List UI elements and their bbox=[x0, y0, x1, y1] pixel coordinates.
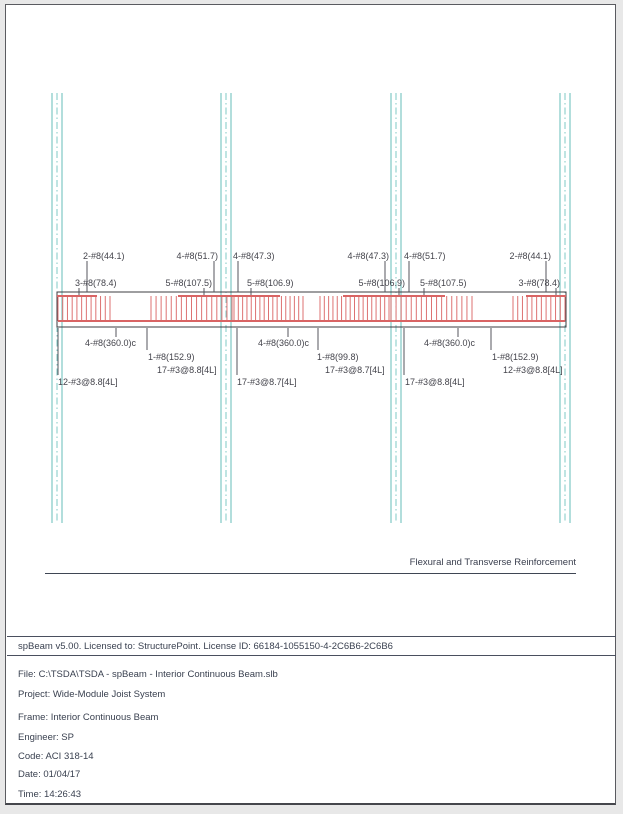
rebar-label: 4-#8(360.0)c bbox=[258, 338, 310, 348]
frame-text: Frame: Interior Continuous Beam bbox=[18, 712, 159, 723]
file-path-text: File: C:\TSDA\TSDA - spBeam - Interior Continuous Beam.slb bbox=[18, 669, 278, 680]
rebar-label: 4-#8(51.7) bbox=[176, 251, 218, 261]
rebar-label: 2-#8(44.1) bbox=[83, 251, 125, 261]
license-text: spBeam v5.00. Licensed to: StructurePoint. License ID: 66184-1055150-4-2C6B6-2C6B6 bbox=[18, 641, 393, 652]
footer-divider-top bbox=[7, 636, 616, 637]
date-text: Date: 01/04/17 bbox=[18, 769, 81, 780]
rebar-label: 1-#8(99.8) bbox=[317, 352, 359, 362]
rebar-label: 12-#3@8.8[4L] bbox=[503, 365, 563, 375]
rebar-label: 4-#8(360.0)c bbox=[424, 338, 476, 348]
rebar-label: 3-#8(78.4) bbox=[518, 278, 560, 288]
rebar-label: 4-#8(47.3) bbox=[233, 251, 275, 261]
rebar-label: 17-#3@8.7[4L] bbox=[325, 365, 385, 375]
rebar-label: 4-#8(47.3) bbox=[347, 251, 389, 261]
time-text: Time: 14:26:43 bbox=[18, 789, 82, 800]
caption-rule bbox=[45, 573, 576, 574]
project-text: Project: Wide-Module Joist System bbox=[18, 689, 166, 700]
rebar-label: 4-#8(51.7) bbox=[404, 251, 446, 261]
rebar-label: 2-#8(44.1) bbox=[509, 251, 551, 261]
rebar-label: 17-#3@8.8[4L] bbox=[157, 365, 217, 375]
rebar-label: 17-#3@8.8[4L] bbox=[405, 377, 465, 387]
rebar-label: 5-#8(107.5) bbox=[165, 278, 212, 288]
rebar-label: 12-#3@8.8[4L] bbox=[58, 377, 118, 387]
rebar-label: 17-#3@8.7[4L] bbox=[237, 377, 297, 387]
footer-divider-bottom bbox=[7, 655, 616, 656]
rebar-label: 5-#8(106.9) bbox=[247, 278, 294, 288]
rebar-label: 1-#8(152.9) bbox=[492, 352, 539, 362]
rebar-label: 3-#8(78.4) bbox=[75, 278, 117, 288]
diagram-caption: Flexural and Transverse Reinforcement bbox=[409, 557, 576, 568]
rebar-label: 4-#8(360.0)c bbox=[85, 338, 137, 348]
engineer-text: Engineer: SP bbox=[18, 732, 74, 743]
rebar-label: 5-#8(106.9) bbox=[358, 278, 405, 288]
code-text: Code: ACI 318-14 bbox=[18, 751, 94, 762]
rebar-label: 1-#8(152.9) bbox=[148, 352, 195, 362]
rebar-label: 5-#8(107.5) bbox=[420, 278, 467, 288]
